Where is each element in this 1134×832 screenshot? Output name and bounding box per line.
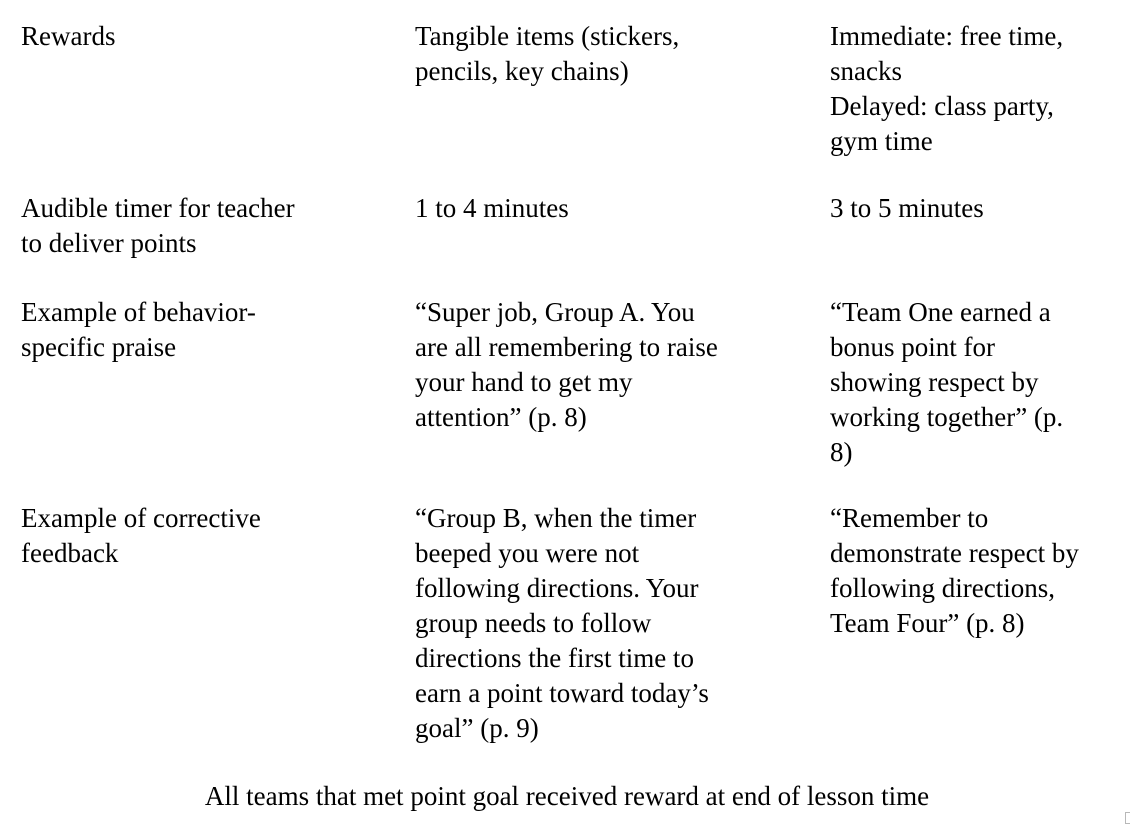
table-cell: 1 to 4 minutes [415,193,569,223]
table-cell: “Team One earned a bonus point for showing respect by working together” (p. 8) [830,297,1064,467]
footer-note: All teams that met point goal received reward at end of lesson time [204,781,930,811]
table-cell: 3 to 5 minutes [830,193,984,223]
table-cell: “Remember to demonstrate respect by following directions, Team Four” (p. 8) [830,503,1079,638]
table-cell: Tangible items (stickers, pencils, key chains) [415,21,680,86]
row-label: Audible timer for teacher to deliver points [21,193,295,258]
table-cell: “Super job, Group A. You are all remembering to raise your hand to get my attention” (p. 8) [415,297,718,432]
row-label: Example of corrective feedback [21,503,261,568]
row-label: Rewards [21,21,116,51]
row-label: Example of behavior- specific praise [21,297,256,362]
table-cell: “Group B, when the timer beeped you were not following directions. Your group needs to follow directions the first time to earn a point toward today’s goal” (p. 9) [415,503,709,743]
resize-handle-icon [1125,812,1130,824]
table-cell: Immediate: free time, snacks Delayed: class party, gym time [830,21,1064,156]
